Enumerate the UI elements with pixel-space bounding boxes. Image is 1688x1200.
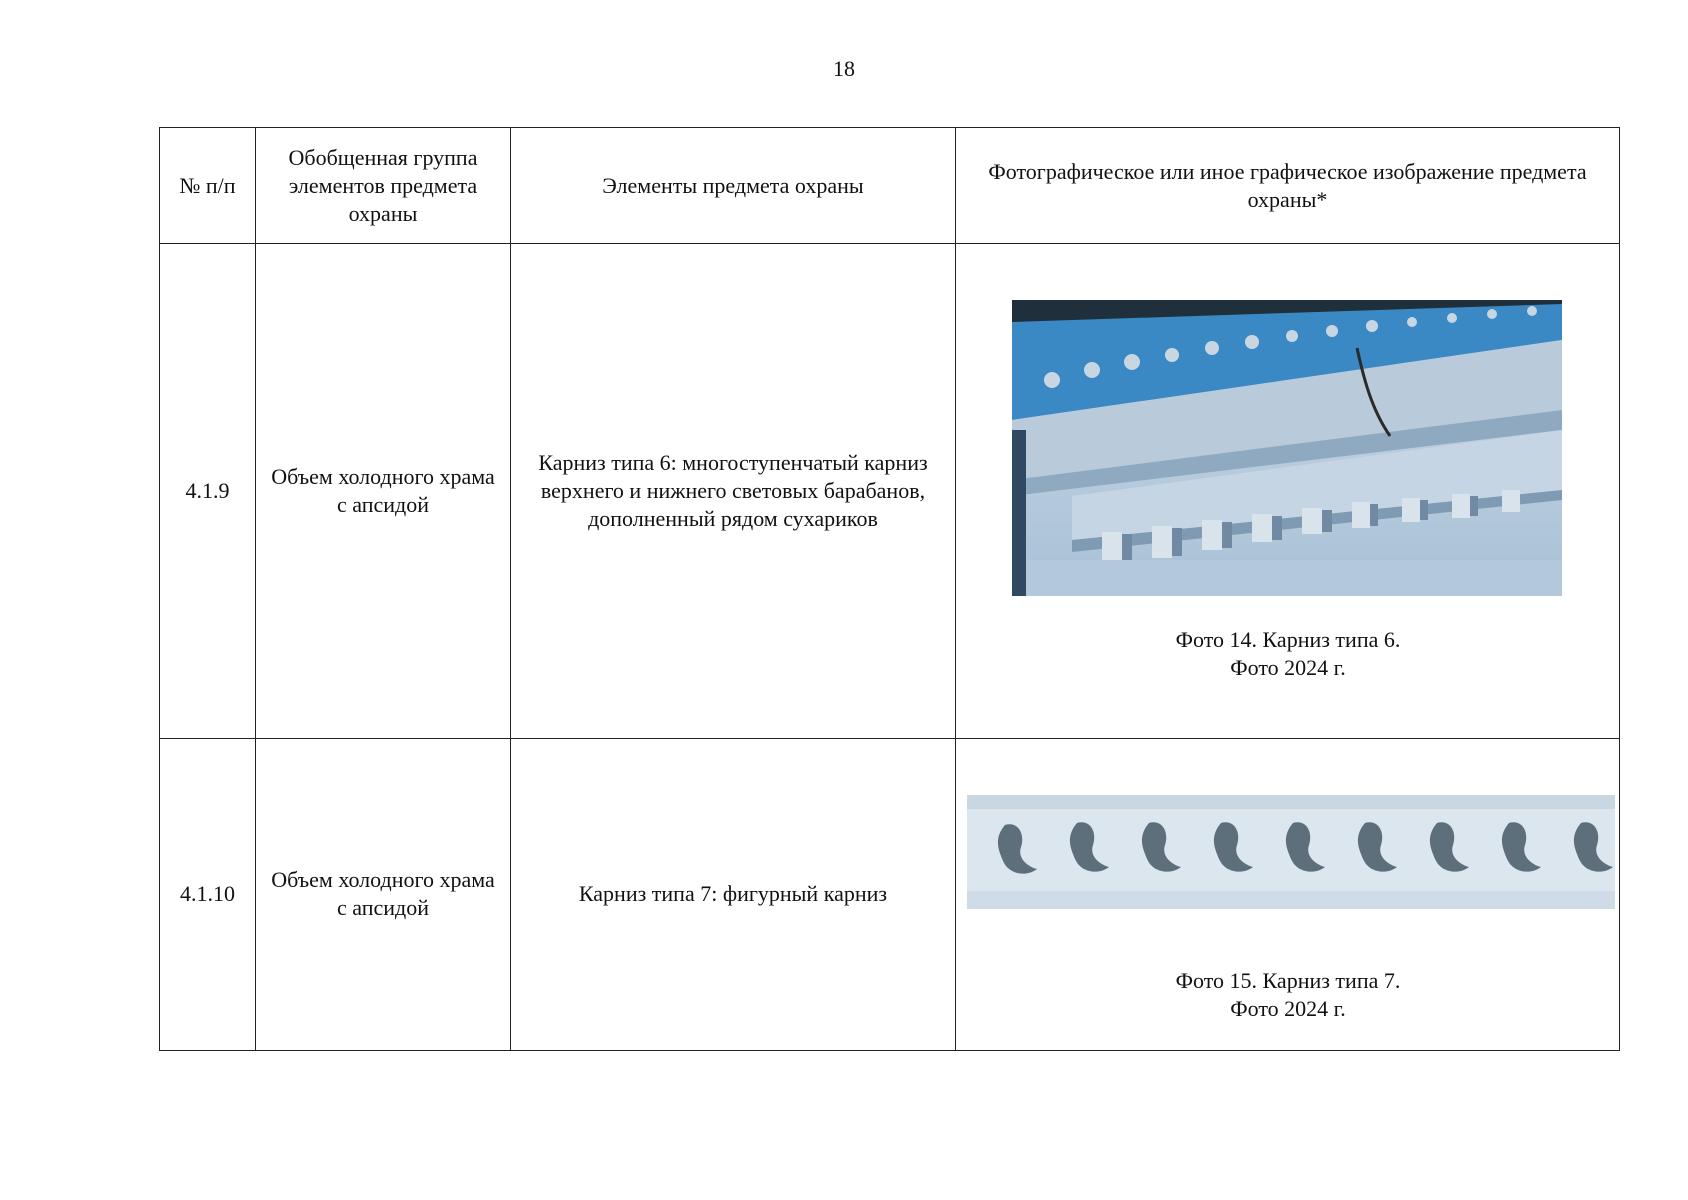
cornice-type-7-photo <box>967 795 1615 909</box>
row-photo-cell <box>956 738 1620 1050</box>
header-num: № п/п <box>160 128 256 244</box>
row-elements: Карниз типа 6: многоступенчатый карниз верхнего и нижнего световых барабанов, дополненный рядом сухариков <box>511 244 956 739</box>
page-number: 18 <box>833 56 855 81</box>
row-group: Объем холодного храма с апсидой <box>256 244 511 739</box>
cornice-type-6-photo <box>1012 300 1562 596</box>
photo-caption-line: Фото 14. Карниз типа 6. <box>1175 627 1401 653</box>
photo-caption <box>956 626 1620 682</box>
protection-table <box>159 127 1620 1051</box>
photo-caption-line: Фото 2024 г. <box>1230 655 1346 681</box>
photo-caption-line: Фото 15. Карниз типа 7. <box>1175 967 1401 993</box>
row-num: 4.1.9 <box>160 244 256 739</box>
row-photo-cell <box>956 244 1620 739</box>
header-photo: Фотографическое или иное графическое изображение предмета охраны* <box>956 128 1620 244</box>
row-num: 4.1.10 <box>160 738 256 1050</box>
header-group: Обобщенная группа элементов предмета охраны <box>256 128 511 244</box>
table-row <box>160 738 1620 1050</box>
row-elements: Карниз типа 7: фигурный карниз <box>511 738 956 1050</box>
table-header-row <box>160 128 1620 244</box>
row-group: Объем холодного храма с апсидой <box>256 738 511 1050</box>
header-elements: Элементы предмета охраны <box>511 128 956 244</box>
photo-caption-line: Фото 2024 г. <box>1230 995 1346 1021</box>
table-row <box>160 244 1620 739</box>
photo-caption <box>956 967 1620 1023</box>
